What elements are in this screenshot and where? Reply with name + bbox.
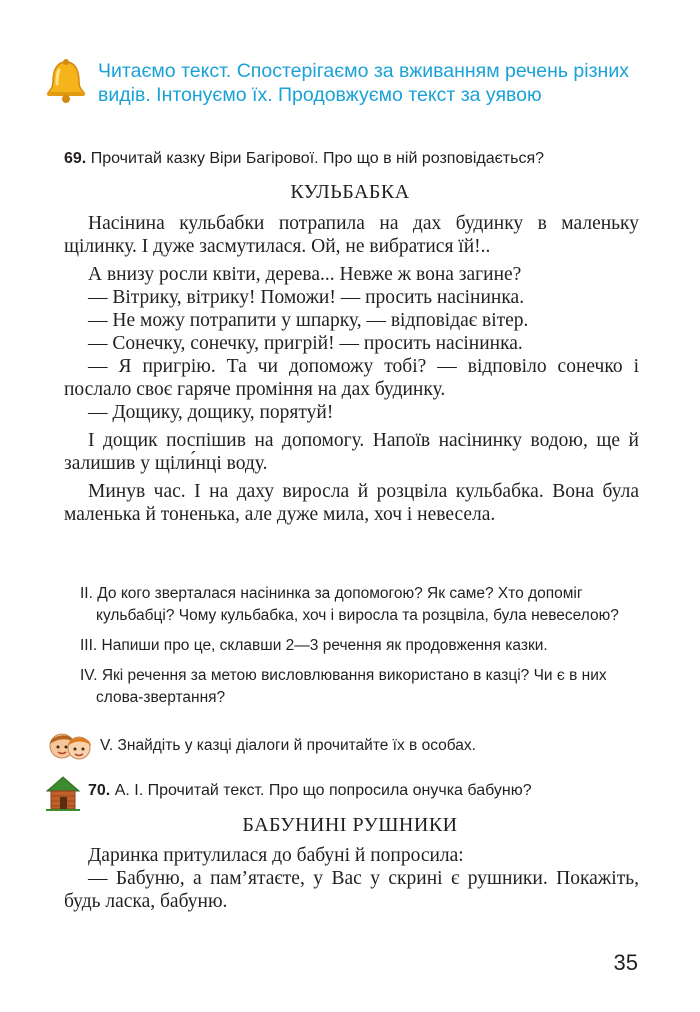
task-text: Прочитай казку Віри Багірової. Про що в ній розповідається? (90, 150, 545, 167)
paragraph: — Не можу потрапити у шпарку, — відповідає вітер. (88, 310, 529, 331)
story-title: КУЛЬБАБКА (290, 181, 410, 203)
lesson-intro: Читаємо текст. Спостерігаємо за вживанням речень різних видів. Інтонуємо їх. Продовжуємо текст за уявою (98, 60, 629, 106)
task-number: 69. (64, 150, 87, 167)
children-icon (46, 728, 94, 764)
question-item: ІІІ. Напиши про це, склавши 2—3 речення як продовження казки. (80, 637, 548, 654)
paragraph: — Бабуню, а пам’ятаєте, у Вас у скрині є рушники. Покажіть, будь ласка, бабуню. (64, 868, 639, 912)
task-number: 70. (88, 782, 111, 799)
question-item: V. Знайдіть у казці діалоги й прочитайте їх в особах. (100, 737, 476, 754)
task-69 (64, 148, 644, 170)
paragraph: — Дощику, дощику, порятуй! (88, 402, 334, 423)
paragraph: І дощик поспішив на допомогу. Напоїв насінинку водою, ще й залишив у щіли́нці воду. (64, 430, 639, 474)
paragraph: Насінина кульбабки потрапила на дах будинку в маленьку щілинку. І дуже засмутилася. Ой, не вибратися їй!.. (64, 213, 639, 257)
bell-icon (44, 58, 88, 104)
page-number: 35 (613, 950, 638, 975)
task-text: А. І. Прочитай текст. Про що попросила онучка бабуню? (114, 782, 532, 799)
paragraph: Даринка притулилася до бабуні й попросила: (88, 845, 464, 866)
question-group-task (100, 735, 640, 757)
task-70 (88, 780, 648, 802)
question-item: ІV. Які речення за метою висловлювання використано в казці? Чи є в них слова-звертання? (80, 667, 607, 706)
house-icon (44, 774, 82, 812)
paragraph: А внизу росли квіти, дерева... Невже ж вона загине? (88, 264, 522, 285)
paragraph: — Я пригрію. Та чи допоможу тобі? — відповіло сонечко і послало своє гаряче проміння на дах будинку. (64, 356, 639, 400)
question-item: ІІ. До кого зверталася насінинка за допомогою? Як саме? Хто допоміг кульбабці? Чому кульбабка, хоч і виросла та розцвіла, була невеселою? (80, 585, 619, 624)
paragraph: — Сонечку, сонечку, пригрій! — просить насінинка. (88, 333, 523, 354)
story-title: БАБУНИНІ РУШНИКИ (242, 814, 458, 836)
paragraph: — Вітрику, вітрику! Поможи! — просить насінинка. (88, 287, 525, 308)
story-text (64, 844, 639, 913)
paragraph: Минув час. І на даху виросла й розцвіла кульбабка. Вона була маленька й тоненька, але дуже мила, хоч і невесела. (64, 481, 639, 525)
questions-list (80, 583, 640, 709)
story-text (64, 212, 639, 526)
